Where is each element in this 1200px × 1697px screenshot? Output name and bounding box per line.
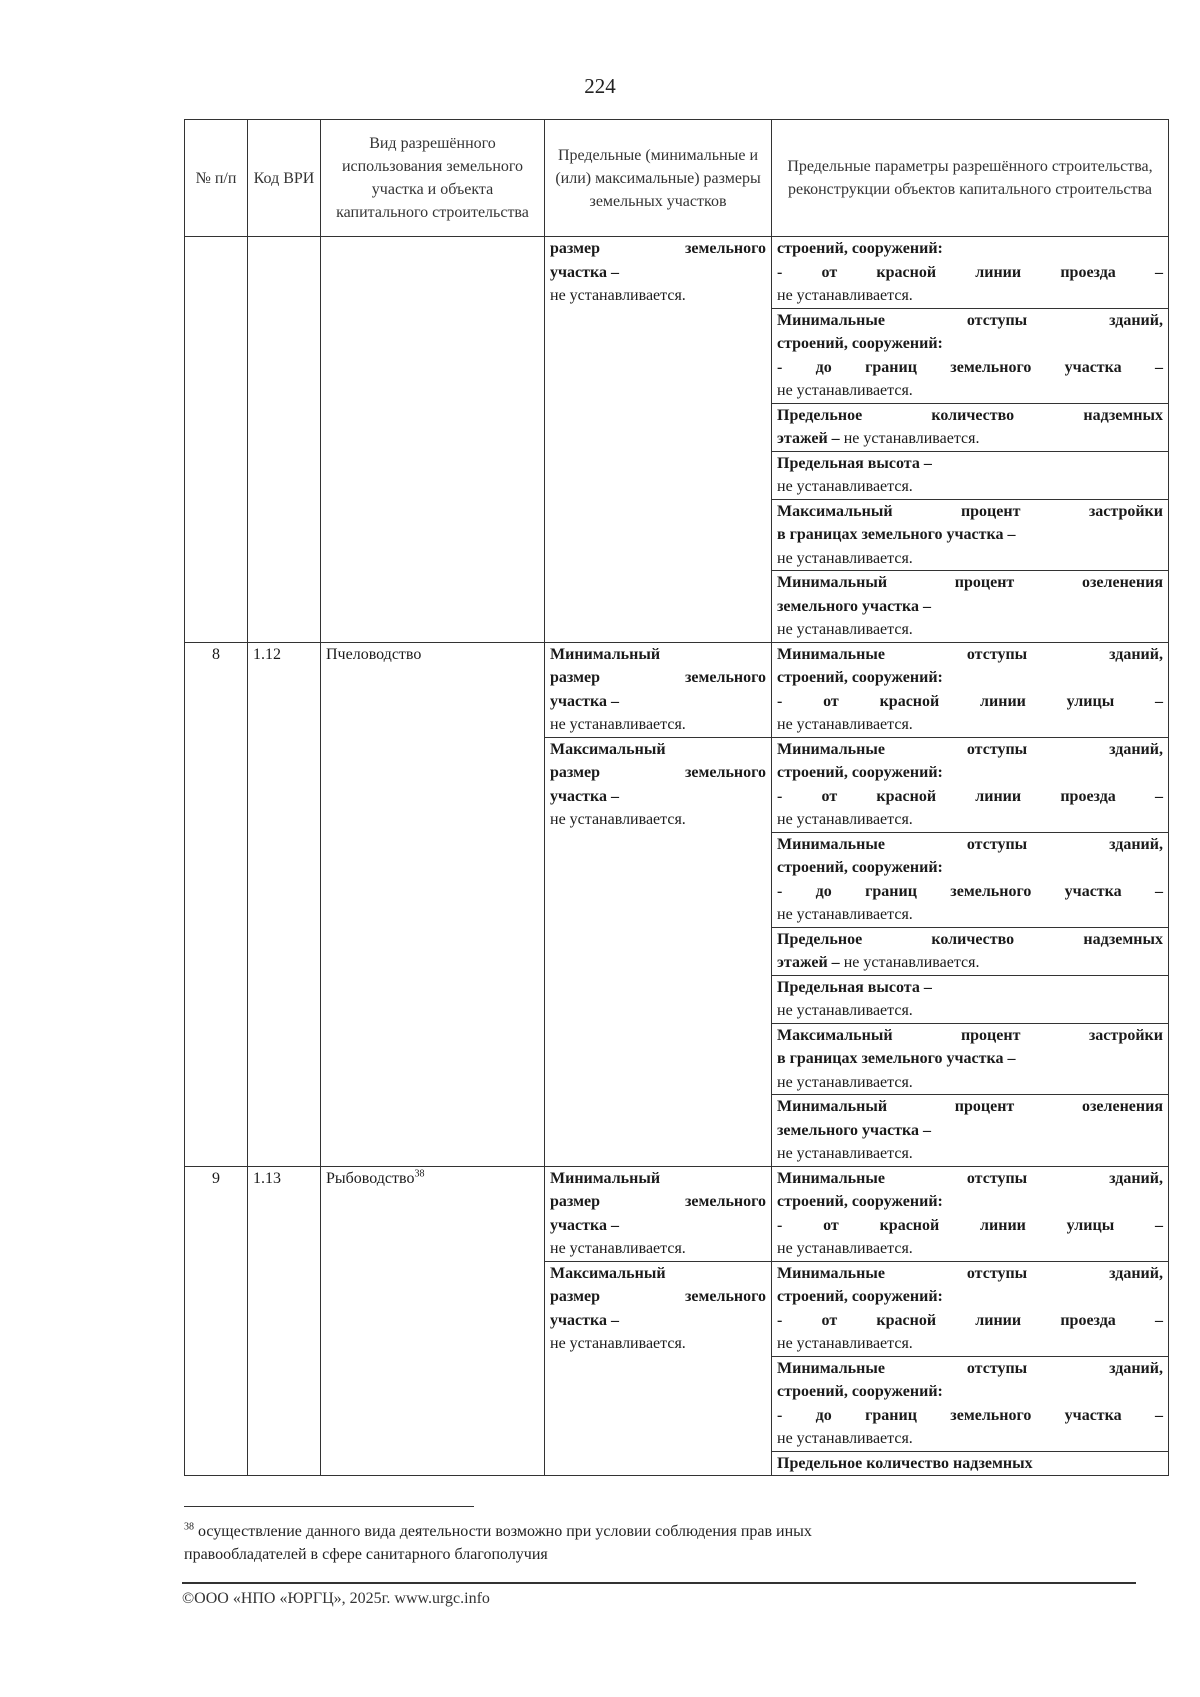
param-line: не устанавливается. [777, 1073, 913, 1091]
header-size: Предельные (минимальные и (или) максимальные) размеры земельных участков [545, 120, 772, 237]
param-line: - от красной линии проезда – [777, 1311, 1163, 1329]
footnote [184, 1520, 1084, 1566]
param-line: Предельное количество надземных [777, 1454, 1033, 1472]
param-line: строений, сооружений: [777, 764, 943, 781]
param-line: Минимальные отступы зданий, [777, 835, 1163, 853]
params-cell [772, 237, 1169, 309]
size-line: не устанавливается. [550, 811, 686, 828]
size-line: участка – [550, 1216, 619, 1234]
size-cell [545, 1261, 772, 1476]
code-cell: 1.12 [248, 642, 321, 1166]
size-line: размер земельного [550, 669, 766, 686]
num-cell [185, 237, 248, 643]
size-line: участка – [550, 263, 619, 281]
param-line: Минимальный процент озеленения [777, 574, 1163, 591]
param-line: Минимальные отступы зданий, [777, 740, 1163, 758]
params-cell [772, 642, 1169, 737]
param-line: земельного участка – [777, 1121, 932, 1139]
param-line: не устанавливается. [777, 1335, 913, 1352]
code-cell [248, 237, 321, 643]
param-line: не устанавливается. [777, 287, 913, 304]
param-line: Предельная высота – [777, 978, 932, 996]
params-cell [772, 308, 1169, 403]
footnote-line-1: осуществление данного вида деятельности возможно при условии соблюдения прав иных [198, 1523, 812, 1540]
param-line: - до границ земельного участка – [777, 358, 1163, 376]
size-line: участка – [550, 787, 619, 805]
size-line: Максимальный [550, 740, 666, 758]
num-cell: 8 [185, 642, 248, 1166]
param-line: не устанавливается. [777, 382, 913, 399]
size-line: участка – [550, 692, 619, 710]
footnote-line-2: правообладателей в сфере санитарного благополучия [184, 1546, 548, 1563]
params-cell [772, 499, 1169, 571]
param-line: Минимальные отступы зданий, [777, 1264, 1163, 1282]
param-line: строений, сооружений: [777, 1383, 943, 1400]
footnote-marker: 38 [184, 1521, 194, 1533]
vri-name: Рыбоводство [326, 1169, 415, 1187]
param-line: Предельная высота – [777, 454, 932, 472]
params-cell [772, 1356, 1169, 1451]
size-line: размер земельного [550, 764, 766, 781]
param-line: - до границ земельного участка – [777, 882, 1163, 900]
param-line: не устанавливается. [777, 621, 913, 638]
size-line: участка – [550, 1311, 619, 1329]
size-cell [545, 737, 772, 1166]
param-line: в границах земельного участка – [777, 1050, 1016, 1067]
param-line: - от красной линии проезда – [777, 263, 1163, 281]
table-header-row [185, 120, 1169, 237]
param-line: этажей – не устанавливается. [777, 430, 980, 447]
param-line: не устанавливается. [777, 478, 913, 495]
param-line: строений, сооружений: [777, 1193, 943, 1210]
table-row [185, 1166, 1169, 1261]
param-line: Максимальный процент застройки [777, 502, 1163, 520]
params-cell [772, 451, 1169, 499]
params-cell [772, 1451, 1169, 1476]
param-line: не устанавливается. [777, 549, 913, 567]
size-cell [545, 1166, 772, 1261]
param-line: в границах земельного участка – [777, 526, 1016, 543]
params-cell [772, 1261, 1169, 1356]
page-number: 224 [584, 74, 616, 98]
param-line: строений, сооружений: [777, 1288, 943, 1305]
size-line: не устанавливается. [550, 1240, 686, 1257]
param-line: Предельное количество надземных [777, 930, 1163, 948]
param-line: - от красной линии улицы – [777, 1216, 1163, 1234]
size-line: Максимальный [550, 1264, 666, 1282]
params-cell [772, 403, 1169, 451]
header-code: Код ВРИ [248, 120, 321, 237]
param-line: не устанавливается. [777, 716, 913, 733]
param-line: Минимальные отступы зданий, [777, 645, 1163, 663]
param-line: строений, сооружений: [777, 240, 943, 257]
num-cell: 9 [185, 1166, 248, 1476]
param-line: Минимальные отступы зданий, [777, 1359, 1163, 1377]
params-cell [772, 832, 1169, 927]
param-line: - от красной линии проезда – [777, 787, 1163, 805]
params-cell [772, 737, 1169, 832]
code-cell: 1.13 [248, 1166, 321, 1476]
regulations-table [184, 119, 1169, 1476]
vri-cell [321, 1166, 545, 1476]
param-line: Минимальные отступы зданий, [777, 311, 1163, 329]
params-cell [772, 571, 1169, 643]
footnote-divider [184, 1506, 474, 1507]
param-line: Минимальные отступы зданий, [777, 1169, 1163, 1187]
size-cell [545, 237, 772, 643]
param-line: - от красной линии улицы – [777, 692, 1163, 710]
param-line: не устанавливается. [777, 1145, 913, 1162]
table-row [185, 237, 1169, 309]
param-line: строений, сооружений: [777, 669, 943, 686]
param-line: не устанавливается. [777, 811, 913, 828]
size-line: размер земельного [550, 240, 766, 257]
vri-cell [321, 237, 545, 643]
vri-cell [321, 642, 545, 1166]
size-line: размер земельного [550, 1193, 766, 1210]
param-line: Минимальный процент озеленения [777, 1098, 1163, 1115]
header-vri: Вид разрешённого использования земельного участка и объекта капитального строительства [321, 120, 545, 237]
size-line: не устанавливается. [550, 287, 686, 304]
footer-divider [182, 1582, 1136, 1584]
param-line: - до границ земельного участка – [777, 1406, 1163, 1424]
params-cell [772, 1023, 1169, 1095]
params-cell [772, 975, 1169, 1023]
param-line: не устанавливается. [777, 1002, 913, 1019]
param-line: строений, сооружений: [777, 859, 943, 876]
size-line: размер земельного [550, 1288, 766, 1305]
header-num: № п/п [185, 120, 248, 237]
param-line: не устанавливается. [777, 1430, 913, 1447]
param-line: не устанавливается. [777, 906, 913, 923]
params-cell [772, 927, 1169, 975]
params-cell [772, 1166, 1169, 1261]
param-line: этажей – не устанавливается. [777, 954, 980, 971]
size-line: не устанавливается. [550, 1335, 686, 1352]
param-line: Предельное количество надземных [777, 406, 1163, 424]
vri-name: Пчеловодство [326, 645, 422, 663]
footnote-ref: 38 [414, 1168, 425, 1180]
size-line: Минимальный [550, 645, 661, 663]
footer-copyright: ©ООО «НПО «ЮРГЦ», 2025г. www.urgc.info [182, 1590, 490, 1607]
size-line: не устанавливается. [550, 716, 686, 733]
param-line: Максимальный процент застройки [777, 1026, 1163, 1044]
param-line: строений, сооружений: [777, 335, 943, 352]
table-row [185, 642, 1169, 737]
size-cell [545, 642, 772, 737]
params-cell [772, 1095, 1169, 1167]
size-line: Минимальный [550, 1169, 661, 1187]
param-line: земельного участка – [777, 597, 932, 615]
param-line: не устанавливается. [777, 1240, 913, 1257]
header-params: Предельные параметры разрешённого строительства, реконструкции объектов капитального строительства [772, 120, 1169, 237]
